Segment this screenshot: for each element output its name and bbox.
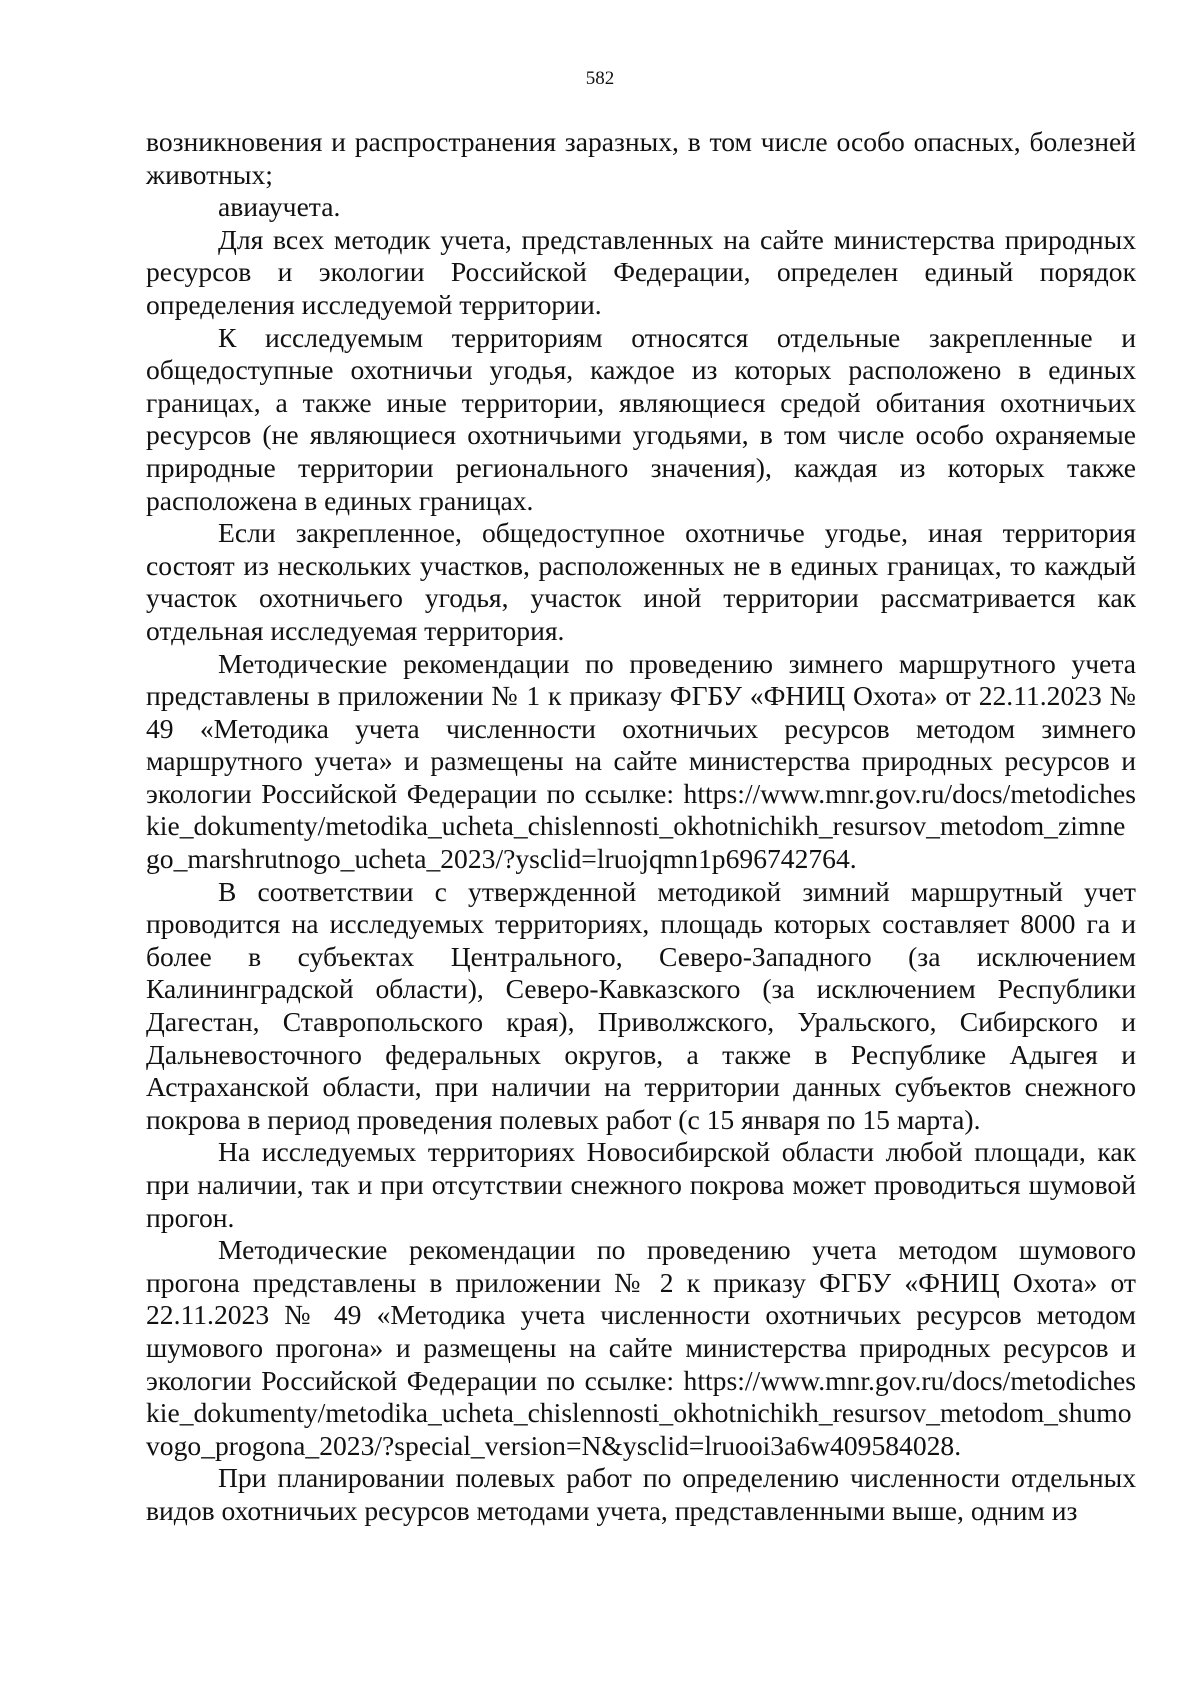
document-body bbox=[146, 126, 1136, 1528]
paragraph-aviauchet: авиаучета. bbox=[218, 191, 341, 223]
paragraph-procedure: Для всех методик учета, представленных на сайте министерства природных ресурсов и экологии Российской Федерации, определен единый порядок определения исследуемой территории. bbox=[146, 223, 1136, 320]
paragraph-novosibirsk: На исследуемых территориях Новосибирской области любой площади, как при наличии, так и при отсутствии снежного покрова может проводиться шумовой прогон. bbox=[146, 1136, 1136, 1233]
paragraph-noise-drive-recommendations bbox=[146, 1234, 1136, 1462]
paragraph-winter-route-recommendations bbox=[146, 648, 1136, 876]
paragraph-planning: При планировании полевых работ по определению численности отдельных видов охотничьих ресурсов методами учета, представленными выше, одним из bbox=[146, 1462, 1136, 1526]
winter-route-link[interactable]: https://www.mnr.gov.ru/docs/metodicheskie_dokumenty/metodika_ucheta_chislennosti_okhotnichikh_resursov_metodom_zimnego_marshrutnogo_ucheta_2023/?ysclid=lruojqmn1p696742764. bbox=[146, 777, 1136, 875]
page-number: 582 bbox=[585, 68, 615, 89]
paragraph-territories: К исследуемым территориям относятся отдельные закрепленные и общедоступные охотничьи угодья, каждое из которых расположено в единых границах, а также иные территории, являющиеся средой обитания охотничьих ресурсов (не являющиеся охотничьими угодьями, в том числе особо охраняемые природные территории регионального значения), каждая из которых также расположена в единых границах. bbox=[146, 321, 1136, 516]
noise-drive-text: Методические рекомендации по проведению учета методом шумового прогона представлены в приложении № 2 к приказу ФГБУ «ФНИЦ Охота» от 22.11.2023 № 49 «Методика учета численности охотничьих ресурсов методом шумового прогона» и размещены на сайте министерства природных ресурсов и экологии Российской Федерации по ссылке: bbox=[146, 1234, 1136, 1396]
winter-route-text: Методические рекомендации по проведению зимнего маршрутного учета представлены в приложении № 1 к приказу ФГБУ «ФНИЦ Охота» от 22.11.2023 № 49 «Методика учета численности охотничьих ресурсов методом зимнего маршрутного учета» и размещены на сайте министерства природных ресурсов и экологии Российской Федерации по ссылке: bbox=[146, 647, 1136, 809]
noise-drive-link[interactable]: https://www.mnr.gov.ru/docs/metodicheskie_dokumenty/metodika_ucheta_chislennosti_okhotnichikh_resursov_metodom_shumovogo_progona_2023/?special_version=N&ysclid=lruooi3a6w409584028. bbox=[146, 1364, 1136, 1461]
paragraph-continuation: возникновения и распространения заразных, в том числе особо опасных, болезней животных; bbox=[146, 126, 1136, 190]
paragraph-plots: Если закрепленное, общедоступное охотничье угодье, иная территория состоят из нескольких участков, расположенных не в единых границах, то каждый участок охотничьего угодья, участок иной территории рассматривается как отдельная исследуемая территория. bbox=[146, 517, 1136, 646]
paragraph-winter-route-regions: В соответствии с утвержденной методикой зимний маршрутный учет проводится на исследуемых территориях, площадь которых составляет 8000 га и более в субъектах Центрального, Северо-Западного (за исключением Калининградской области), Северо-Кавказского (за исключением Республики Дагестан, Ставропольского края), Приволжского, Уральского, Сибирского и Дальневосточного федеральных округов, а также в Республике Адыгея и Астраханской области, при наличии на территории данных субъектов снежного покрова в период проведения полевых работ (с 15 января по 15 марта). bbox=[146, 875, 1136, 1135]
